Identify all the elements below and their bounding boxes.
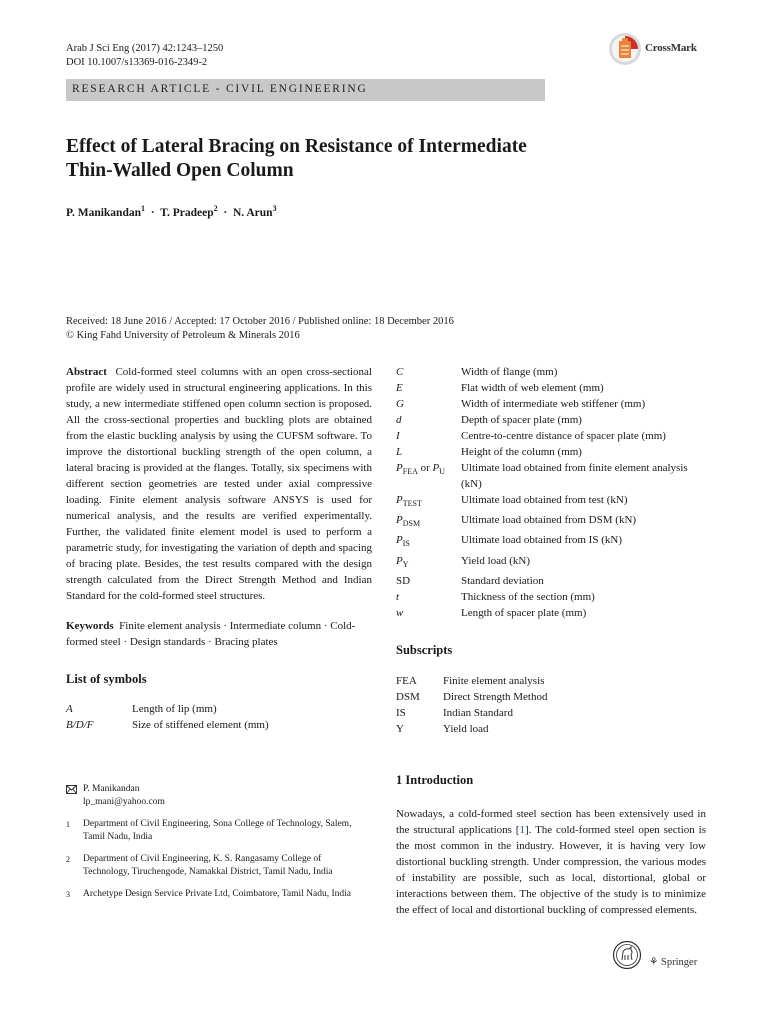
symbol-description: Width of flange (mm) (461, 366, 558, 378)
symbol (396, 460, 461, 492)
symbol-subscript: DSM (402, 519, 421, 529)
symbol-description: Length of lip (mm) (132, 703, 217, 715)
affiliation-mark: 3 (66, 890, 70, 899)
symbol-description: Size of stiffened element (mm) (132, 719, 269, 731)
subscript-symbol: DSM (396, 690, 420, 703)
symbol-row (396, 444, 706, 460)
symbol-description: Height of the column (mm) (461, 446, 582, 458)
affiliation-mark: 2 (66, 855, 70, 864)
corresponding-author-name: P. Manikandan (83, 784, 140, 794)
symbol-base: P (432, 462, 440, 474)
symbol-row (396, 573, 706, 589)
symbol-row (396, 553, 706, 573)
crossmark-label: CrossMark (645, 42, 697, 54)
subscript-symbol: IS (396, 706, 406, 719)
keywords (66, 618, 372, 650)
symbol-description: Ultimate load obtained from finite element analysis (kN) (461, 462, 688, 490)
symbol-description: Centre-to-centre distance of spacer plate (mm) (461, 430, 666, 442)
symbol-description: Thickness of the section (mm) (461, 590, 595, 603)
subscript-description: Direct Strength Method (443, 690, 548, 703)
subscript-description: Indian Standard (443, 706, 513, 719)
abstract-text: Cold-formed steel columns with an open cross-sectional profile are widely used in structural engineering applications. In this study, a new intermediate stiffened open column section is proposed. All the cross-sectional properties and buckling plots are obtained from the elastic buckling analysis by using the CUFSM software. To improve the distortional buckling strength of the open column, a lateral bracing is provided at the flanges. Totally, six specimens with different section geometries are tested under axial compressive loading. Finite element analysis software ANSYS is used for numerical analysis, and the results are verified experimentally. Further, the validated finite element model is used to perform a parametric study, for investigating the variation of depth and spacing of bracing plate. Besides, the test results compared with the design strength calculated from the Direct Strength Method and Indian Standard for the cold-formed steel structures. (66, 366, 372, 602)
symbol-description: Yield load (kN) (461, 554, 531, 567)
keywords-label: Keywords (66, 620, 114, 632)
title-line-2: Thin-Walled Open Column (66, 160, 294, 181)
symbol-subscript: TEST (402, 499, 422, 509)
symbol-row (396, 512, 706, 532)
subscript-row (396, 689, 706, 705)
envelope-icon (66, 785, 77, 794)
symbol-description: Ultimate load obtained from IS (kN) (461, 534, 622, 547)
symbols-list-left (66, 701, 372, 733)
symbol-row (396, 364, 706, 380)
symbols-heading: List of symbols (66, 672, 147, 686)
introduction-heading: 1 Introduction (396, 772, 474, 787)
article-type-banner (66, 79, 545, 101)
subscript-row (396, 705, 706, 721)
symbol: E (396, 382, 403, 394)
symbol-row (396, 380, 706, 396)
affiliation (66, 853, 366, 879)
springer-horse-logo-icon (612, 940, 642, 970)
subscript-symbol: Y (396, 722, 404, 735)
intro-text-part: ]. The cold-formed steel open section is the most common in the industry. However, it is having very low distortional buckling strength. Under compression, the various modes of instability are possible, such as local, distortional, global or interactions between them. The objective of the study is to minimize the effect of local and distortional buckling of compressed elements. (396, 823, 707, 916)
history-line: Received: 18 June 2016 / Accepted: 17 October 2016 / Published online: 18 December 2016 (66, 316, 454, 327)
symbol-row (396, 532, 706, 552)
author-name[interactable]: T. Pradeep (160, 206, 214, 219)
affiliation (66, 818, 366, 844)
citation-link[interactable]: 1 (519, 823, 525, 836)
paper-title (66, 135, 626, 183)
symbol-row (396, 492, 706, 512)
symbol: G (396, 398, 404, 410)
article-type-label: RESEARCH ARTICLE - CIVIL ENGINEERING (72, 83, 368, 95)
author-affiliation-mark: 2 (213, 204, 218, 213)
corresponding-author-email[interactable]: lp_mani@yahoo.com (83, 797, 165, 807)
symbol: d (396, 414, 402, 426)
symbol-description: Ultimate load obtained from test (kN) (461, 494, 628, 506)
symbol-base: P (396, 534, 403, 547)
subscript-description: Finite element analysis (443, 674, 545, 687)
affiliation-mark: 1 (66, 820, 70, 829)
subscript-description: Yield load (443, 722, 489, 735)
symbol-subscript: IS (402, 539, 410, 549)
right-column (396, 364, 706, 918)
copyright-line: © King Fahd University of Petroleum & Minerals 2016 (66, 330, 300, 341)
symbol-subscript: FEA (402, 467, 418, 477)
symbol-row (66, 717, 372, 733)
symbol-row (396, 412, 706, 428)
symbol: w (396, 606, 404, 619)
author-affiliation-mark: 1 (141, 204, 145, 213)
symbol: I (396, 430, 400, 442)
corresponding-author (66, 783, 366, 809)
symbol-description: Standard deviation (461, 574, 544, 587)
author-separator: · (150, 206, 155, 219)
introduction-text (396, 806, 706, 918)
publisher-name: ⚘ Springer (649, 957, 698, 968)
subscript-symbol: FEA (396, 674, 417, 687)
left-column (66, 364, 372, 733)
author-affiliation-mark: 3 (272, 204, 277, 213)
affiliation (66, 888, 366, 901)
author-list (66, 204, 277, 219)
symbol-base: P (396, 554, 403, 567)
subscript-row (396, 673, 706, 689)
author-name[interactable]: N. Arun (232, 206, 273, 219)
publisher-label: Springer (661, 957, 698, 968)
symbol-base: P (396, 462, 403, 474)
abstract-label: Abstract (66, 366, 107, 378)
symbols-list-right (396, 364, 706, 621)
affiliation-text: Department of Civil Engineering, K. S. Rangasamy College of Technology, Tiruchengode, Namakkal District, Tamil Nadu, India (83, 854, 333, 877)
symbol (396, 553, 461, 573)
symbol: L (396, 446, 403, 458)
keywords-text: Finite element analysis · Intermediate column · Cold-formed steel · Design standards · Bracing plates (66, 620, 356, 648)
intro-text-part: Nowadays, a cold-formed steel section has been extensively used in the structural applications [ (396, 807, 706, 836)
publication-dates (66, 315, 454, 343)
affiliation-text: Archetype Design Service Private Ltd, Coimbatore, Tamil Nadu, India (83, 889, 351, 899)
subscript-row (396, 721, 706, 737)
doi[interactable]: DOI 10.1007/s13369-016-2349-2 (66, 57, 208, 68)
title-line-1: Effect of Lateral Bracing on Resistance of Intermediate (66, 136, 527, 157)
journal-info (66, 42, 223, 70)
footnotes (66, 783, 366, 910)
symbol-row (396, 589, 706, 605)
symbol-subscript: U (439, 467, 446, 477)
symbol-description: Flat width of web element (mm) (461, 382, 604, 394)
symbol-base: P (396, 494, 403, 506)
subscripts-list (396, 673, 706, 737)
subscripts-heading: Subscripts (396, 642, 453, 657)
symbol-row (396, 460, 706, 492)
symbol-row (66, 701, 372, 717)
abstract (66, 364, 372, 604)
symbol: SD (396, 574, 411, 587)
symbol-row (396, 605, 706, 621)
symbol: B/D/F (66, 719, 94, 731)
symbol: C (396, 366, 404, 378)
crossmark-badge[interactable] (608, 32, 718, 66)
symbol-description: Depth of spacer plate (mm) (461, 414, 582, 426)
symbol (396, 532, 461, 552)
symbol-description: Width of intermediate web stiffener (mm) (461, 398, 646, 410)
symbol-subscript: Y (402, 559, 409, 569)
symbol-description: Length of spacer plate (mm) (461, 606, 587, 619)
symbol: t (396, 590, 400, 603)
symbol-description: Ultimate load obtained from DSM (kN) (461, 514, 637, 527)
affiliation-text: Department of Civil Engineering, Sona College of Technology, Salem, Tamil Nadu, India (83, 819, 352, 842)
symbol-or: or (420, 462, 430, 474)
journal-citation: Arab J Sci Eng (2017) 42:1243–1250 (66, 43, 224, 54)
symbol-row (396, 428, 706, 444)
symbol (396, 492, 461, 512)
author-name[interactable]: P. Manikandan (66, 206, 141, 219)
symbol: A (66, 703, 73, 715)
crossmark-logo-icon (608, 32, 642, 66)
symbol (396, 512, 461, 532)
author-separator: · (223, 206, 228, 219)
publisher-logo (612, 940, 712, 972)
symbol-row (396, 396, 706, 412)
symbol-base: P (396, 514, 403, 527)
